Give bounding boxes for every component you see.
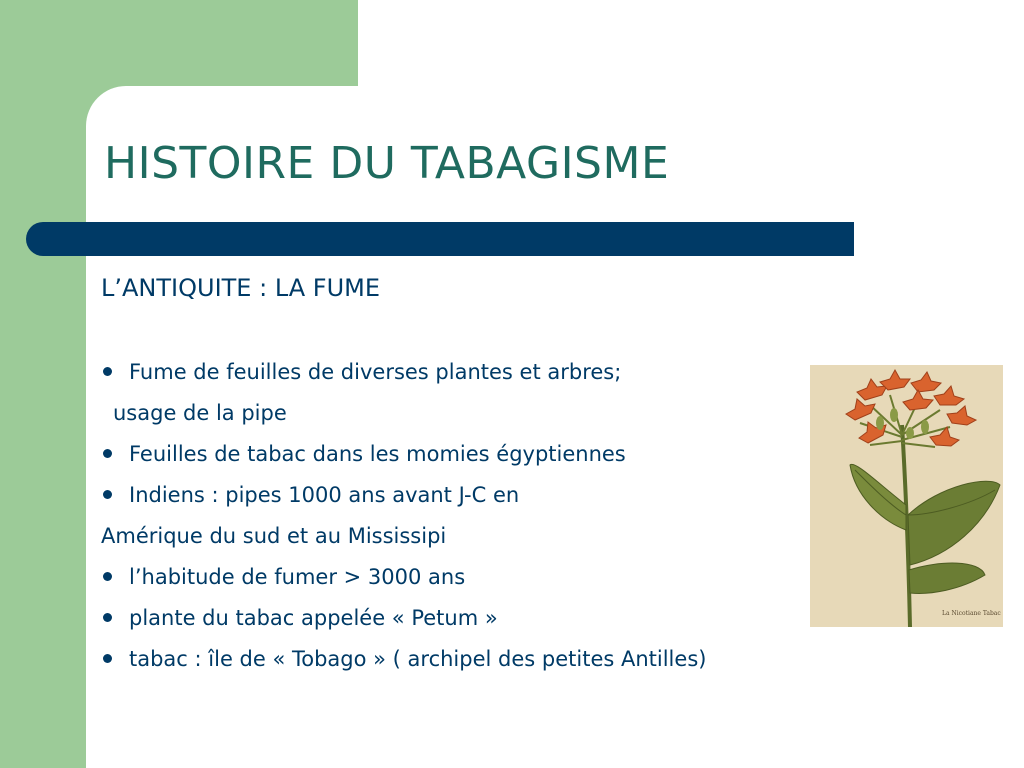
list-item-text: l’habitude de fumer > 3000 ans bbox=[129, 565, 466, 589]
list-item-text: tabac : île de « Tobago » ( archipel des petites Antilles) bbox=[129, 647, 707, 671]
white-top-area bbox=[358, 0, 1024, 86]
list-item-text: Amérique du sud et au Mississipi bbox=[101, 524, 447, 548]
slide-subtitle: L’ANTIQUITE : LA FUME bbox=[101, 274, 381, 302]
bullet-icon bbox=[103, 490, 112, 499]
list-item-text: plante du tabac appelée « Petum » bbox=[129, 606, 498, 630]
bullet-icon bbox=[103, 449, 112, 458]
bullet-icon bbox=[103, 572, 112, 581]
tobacco-plant-icon bbox=[810, 365, 1003, 627]
image-caption: La Nicotiane Tabac bbox=[942, 610, 1001, 617]
list-item bbox=[101, 639, 981, 680]
list-item-text: Fume de feuilles de diverses plantes et arbres; bbox=[129, 360, 622, 384]
bullet-icon bbox=[103, 654, 112, 663]
list-item-text: Feuilles de tabac dans les momies égyptiennes bbox=[129, 442, 626, 466]
title-divider-bar bbox=[26, 222, 854, 256]
list-item-text: Indiens : pipes 1000 ans avant J-C en bbox=[129, 483, 520, 507]
tobacco-plant-illustration bbox=[810, 365, 1003, 627]
slide-title: HISTOIRE DU TABAGISME bbox=[104, 138, 670, 189]
bullet-icon bbox=[103, 613, 112, 622]
list-item-text: usage de la pipe bbox=[113, 401, 287, 425]
bullet-icon bbox=[103, 367, 112, 376]
